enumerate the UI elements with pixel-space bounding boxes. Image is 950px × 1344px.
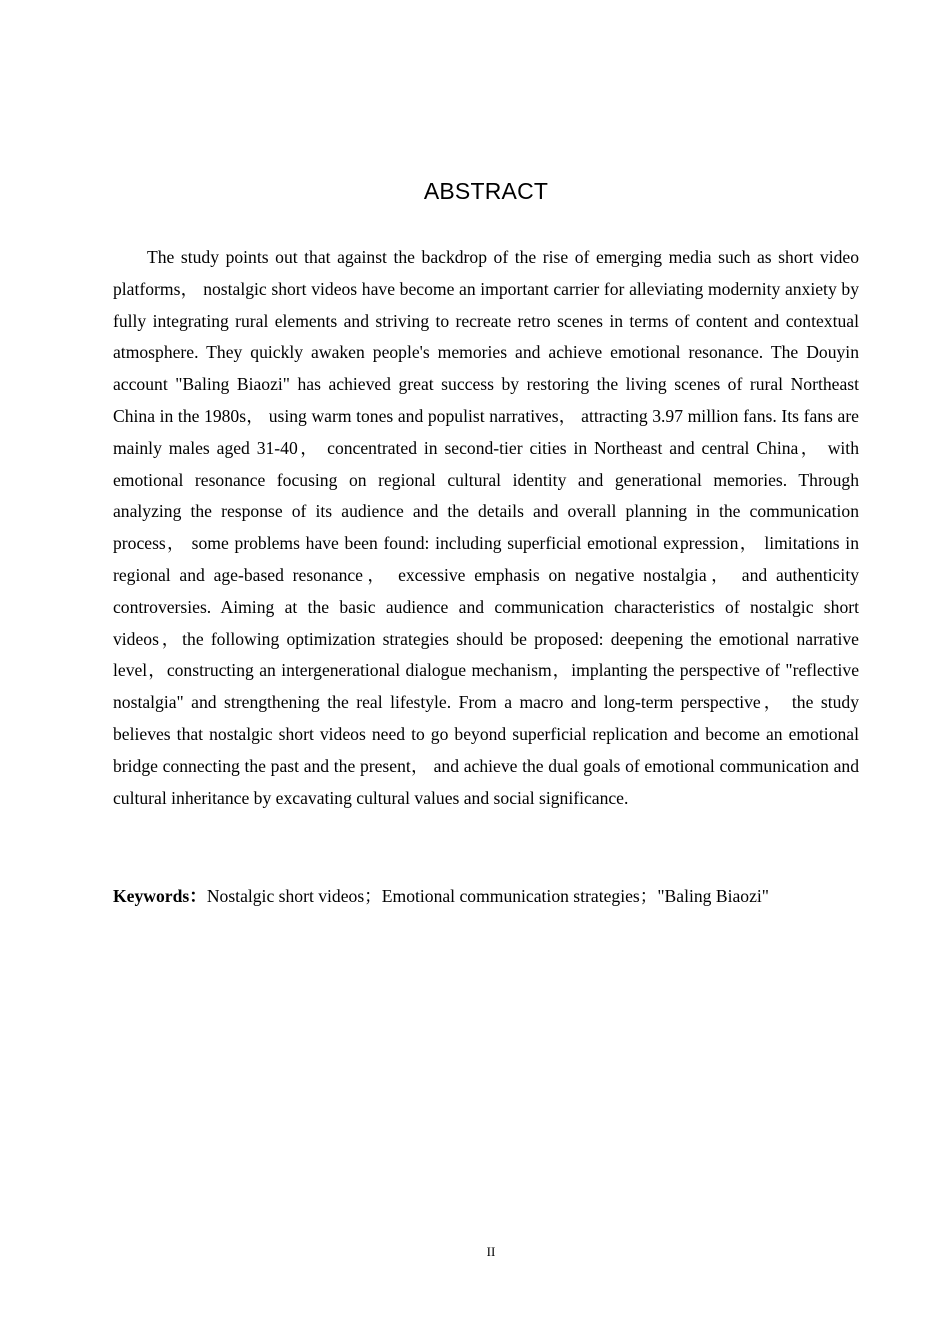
abstract-body: The study points out that against the backdrop of the rise of emerging media such as short video platforms， nostalgic short videos have become an important carrier for alleviating modernity anxiety by fully integrating rural elements and striving to recreate retro scenes in terms of content and contextual atmosphere. They quickly awaken people's memories and achieve emotional resonance. The Douyin account "Baling Biaozi" has achieved great success by restoring the living scenes of rural Northeast China in the 1980s， using warm tones and populist narratives， attracting 3.97 million fans. Its fans are mainly males aged 31-40， concentrated in second-tier cities in Northeast and central China， with emotional resonance focusing on regional cultural identity and generational memories. Through analyzing the response of its audience and the details and overall planning in the communication process， some problems have been found: including superficial emotional expression， limitations in regional and age-based resonance， excessive emphasis on negative nostalgia， and authenticity controversies. Aiming at the basic audience and communication characteristics of nostalgic short videos，the following optimization strategies should be proposed: deepening the emotional narrative level，constructing an intergenerational dialogue mechanism，implanting the perspective of "reflective nostalgia" and strengthening the real lifestyle. From a macro and long-term perspective， the study believes that nostalgic short videos need to go beyond superficial replication and become an emotional bridge connecting the past and the present， and achieve the dual goals of emotional communication and cultural inheritance by excavating cultural values and social significance. xyxy=(113,247,859,808)
keywords-line xyxy=(113,881,859,913)
keywords-list: Nostalgic short videos；Emotional communication strategies；"Baling Biaozi" xyxy=(206,886,769,906)
page-title: ABSTRACT xyxy=(423,178,549,204)
keywords-label: Keywords： xyxy=(113,886,207,906)
page-number: II xyxy=(486,1244,496,1259)
